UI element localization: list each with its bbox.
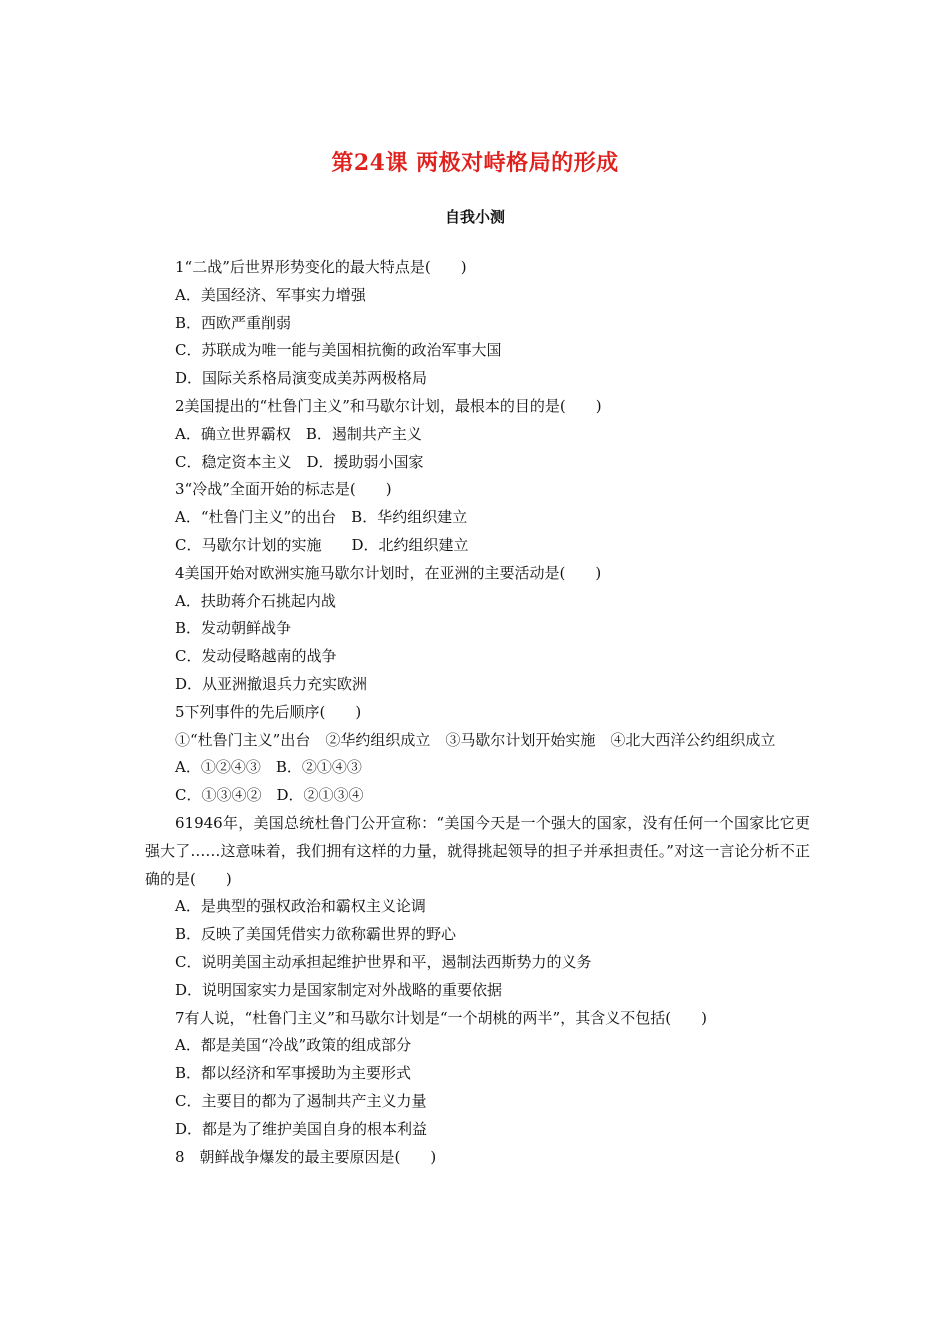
question-stem: 5下列事件的先后顺序( )	[175, 702, 362, 721]
question-1	[145, 254, 810, 393]
section-subtitle: 自我小测	[444, 208, 505, 226]
option-d: D．国际关系格局演变成美苏两极格局	[175, 369, 428, 388]
options-c-d: C．①③④② D．②①③④	[175, 786, 364, 805]
option-b: B．西欧严重削弱	[175, 313, 292, 332]
question-7	[145, 1005, 810, 1144]
option-d: D．从亚洲撤退兵力充实欧洲	[175, 674, 368, 693]
option-b: B．都以经济和军事援助为主要形式	[175, 1064, 412, 1083]
question-6	[145, 810, 810, 1005]
question-list	[145, 254, 810, 1171]
question-4	[145, 560, 810, 699]
option-c: C．发动侵略越南的战争	[175, 647, 337, 666]
option-c: C．说明美国主动承担起维护世界和平，遏制法西斯势力的义务	[175, 952, 592, 971]
options-c-d: C．稳定资本主义 D．援助弱小国家	[175, 452, 424, 471]
option-b: B．发动朝鲜战争	[175, 619, 292, 638]
event-list: ①“杜鲁门主义”出台 ②华约组织成立 ③马歇尔计划开始实施 ④北大西洋公约组织成立	[175, 730, 776, 749]
option-a: A．是典型的强权政治和霸权主义论调	[175, 897, 426, 916]
question-stem: 1“二战”后世界形势变化的最大特点是( )	[175, 258, 467, 276]
page-title: 第24课 两极对峙格局的形成	[331, 150, 619, 176]
question-stem: 3“冷战”全面开始的标志是( )	[175, 480, 392, 499]
options-a-b: A．确立世界霸权 B．遏制共产主义	[175, 424, 422, 443]
question-stem: 8 朝鲜战争爆发的最主要原因是( )	[175, 1147, 437, 1166]
question-stem: 7有人说，“杜鲁门主义”和马歇尔计划是“一个胡桃的两半”，其含义不包括( )	[175, 1008, 707, 1027]
question-2	[145, 393, 810, 476]
option-a: A．都是美国“冷战”政策的组成部分	[175, 1036, 412, 1055]
option-c: C．主要目的都为了遏制共产主义力量	[175, 1091, 427, 1110]
options-a-b: A．“杜鲁门主义”的出台 B．华约组织建立	[175, 508, 468, 527]
options-c-d: C．马歇尔计划的实施 D．北约组织建立	[175, 535, 469, 554]
question-8	[145, 1144, 810, 1172]
question-stem: 61946年，美国总统杜鲁门公开宣称：“美国今天是一个强大的国家，没有任何一个国家比它更强大了……这意味着，我们拥有这样的力量，就得挑起领导的担子并承担责任。”对这一言论分析不正确的是( )	[145, 813, 810, 888]
option-a: A．美国经济、军事实力增强	[175, 285, 366, 304]
question-stem: 2美国提出的“杜鲁门主义”和马歇尔计划，最根本的目的是( )	[175, 396, 602, 415]
question-3	[145, 476, 810, 559]
options-a-b: A．①②④③ B．②①④③	[175, 758, 362, 777]
option-c: C．苏联成为唯一能与美国相抗衡的政治军事大国	[175, 341, 502, 360]
option-d: D．说明国家实力是国家制定对外战略的重要依据	[175, 980, 503, 999]
question-5	[145, 699, 810, 810]
option-a: A．扶助蒋介石挑起内战	[175, 591, 336, 610]
option-b: B．反映了美国凭借实力欲称霸世界的野心	[175, 925, 457, 944]
question-stem: 4美国开始对欧洲实施马歇尔计划时，在亚洲的主要活动是( )	[175, 563, 602, 582]
option-d: D．都是为了维护美国自身的根本利益	[175, 1119, 428, 1138]
